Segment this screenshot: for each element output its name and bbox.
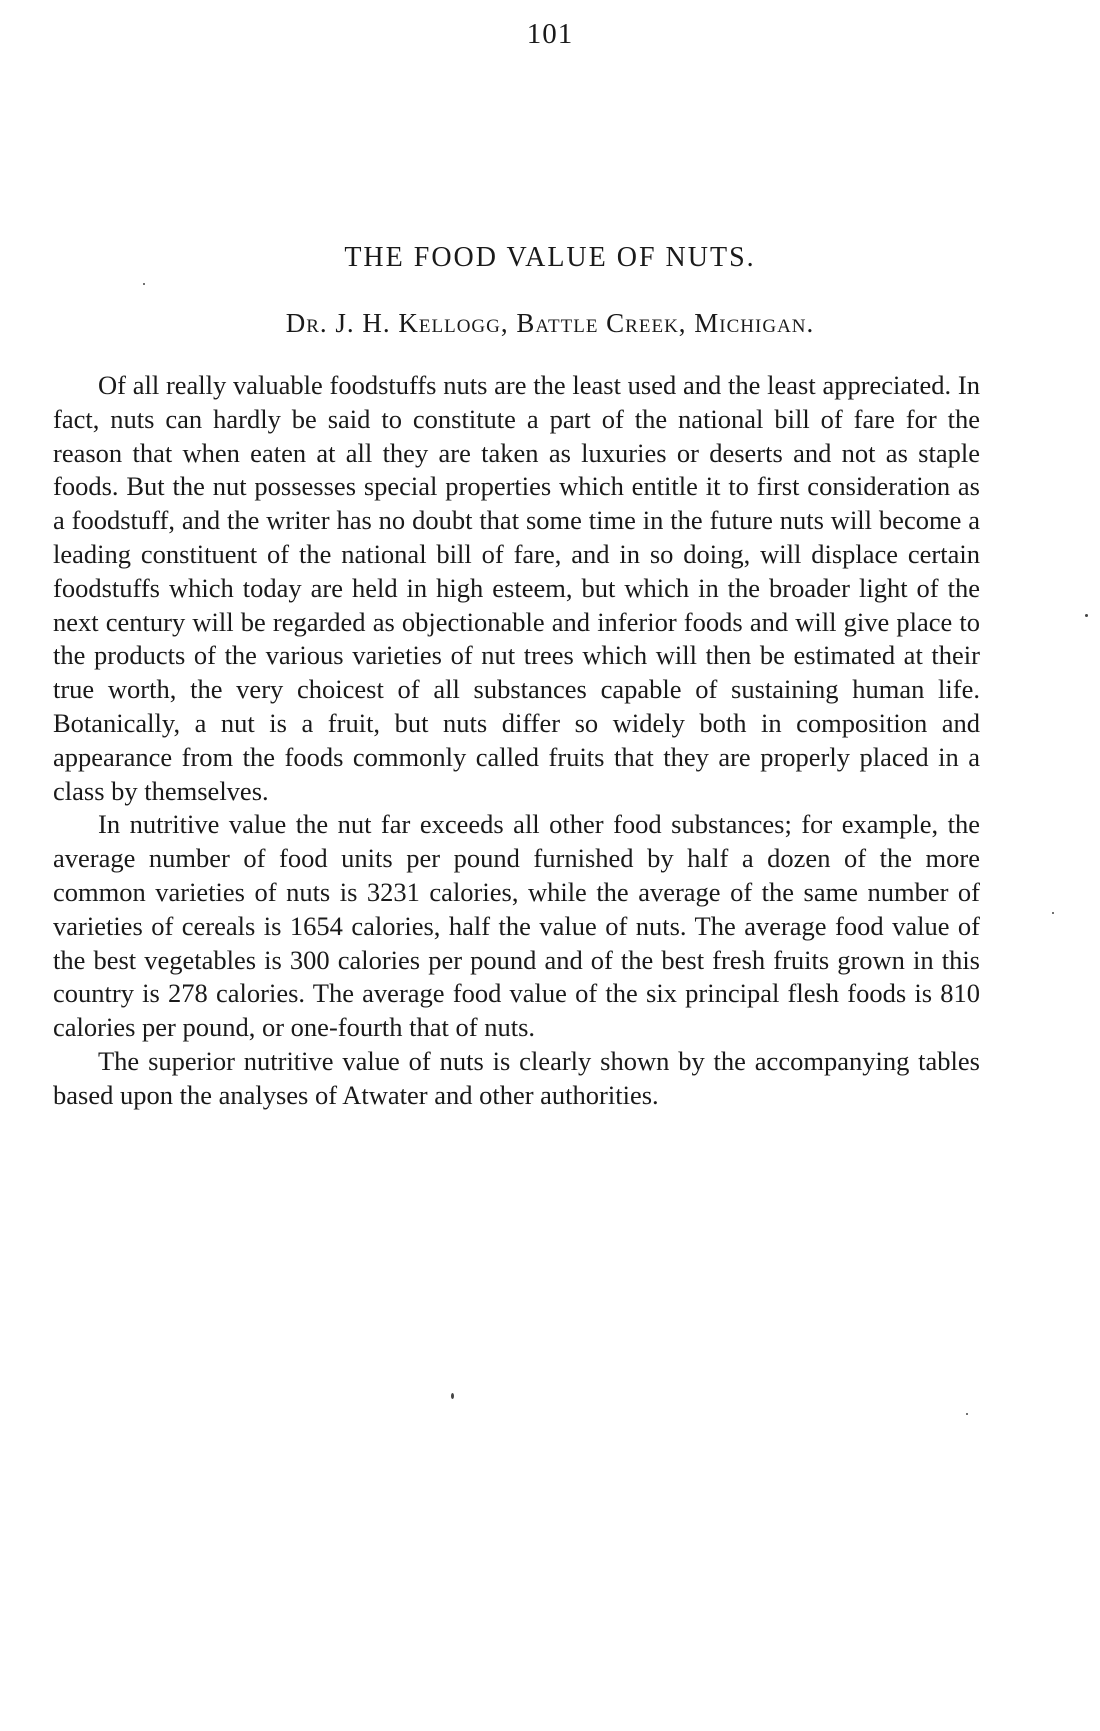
article-title: THE FOOD VALUE OF NUTS. <box>344 242 756 273</box>
scan-speck <box>966 1413 968 1415</box>
paragraph-3: The superior nutritive value of nuts is clearly shown by the accompanying tables based upon the analyses of Atwater and other authorities. <box>53 1045 980 1110</box>
paragraph-1: Of all really valuable foodstuffs nuts are the least used and the least appreciated. In fact, nuts can hardly be said to constitute a part of the national bill of fare for the reason that when eaten at all they are taken as luxuries or deserts and not as staple foods. But the nut possesses special properties which entitle it to first consideration as a foodstuff, and the writer has no doubt that some time in the future nuts will become a leading constituent of the national bill of fare, and in so doing, will displace certain foodstuffs which today are held in high esteem, but which in the broader light of the next century will be regarded as objectionable and inferior foods and will give place to the products of the various varieties of nut trees which will then be estimated at their true worth, the very choicest of all substances capable of sustaining human life. Botanically, a nut is a fruit, but nuts differ so widely both in composition and appearance from the foods commonly called fruits that they are properly placed in a class by themselves. <box>53 370 980 806</box>
article-author: Dr. J. H. Kellogg, Battle Creek, Michigan. <box>285 308 815 338</box>
scan-speck <box>143 283 145 285</box>
article-body <box>53 369 980 1113</box>
scan-speck <box>1085 614 1088 617</box>
scan-speck <box>451 1393 454 1399</box>
scan-speck <box>1052 912 1054 914</box>
paragraph-2: In nutritive value the nut far exceeds all other food substances; for example, the average number of food units per pound furnished by half a dozen of the more common varieties of nuts is 3231 calories, while the average of the same number of varieties of cereals is 1654 calories, half the value of nuts. The average food value of the best vegetables is 300 calories per pound and of the best fresh fruits grown in this country is 278 calories. The average food value of the six principal flesh foods is 810 calories per pound, or one-fourth that of nuts. <box>53 809 980 1043</box>
page-number: 101 <box>526 18 574 50</box>
